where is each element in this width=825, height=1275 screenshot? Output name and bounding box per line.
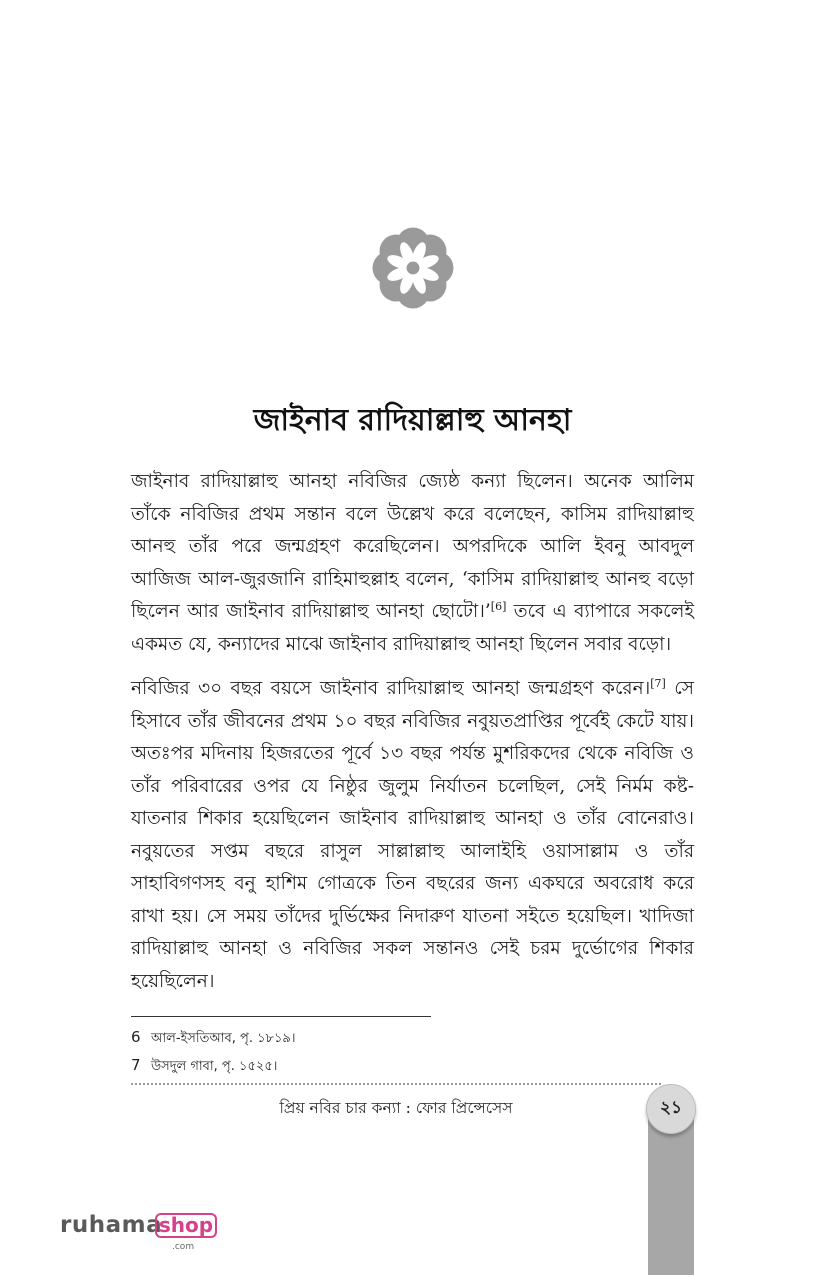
watermark-logo xyxy=(60,1211,230,1261)
body-text xyxy=(131,466,694,1010)
paragraph: জাইনাব রাদিয়াল্লাহু আনহা নবিজির জ্যেষ্ঠ কন্যা ছিলেন। অনেক আলিম তাঁকে নবিজির প্রথম সন্তান বলে উল্লেখ করে বলেছেন, কাসিম রাদিয়াল্লাহু আনহু তাঁর পরে জন্মগ্রহণ করেছিলেন। অপরদিকে আলি ইবনু আবদুল আজিজ আল-জুরজানি রাহিমাহুল্লাহ বলেন, ‘কাসিম রাদিয়াল্লাহু আনহু বড়ো ছিলেন আর জাইনাব রাদিয়াল্লাহু আনহা ছোটো।’[6] তবে এ ব্যাপারে সকলেই একমত যে, কন্যাদের মাঝে জাইনাব রাদিয়াল্লাহু আনহা ছিলেন সবার বড়ো। xyxy=(131,471,694,655)
footnote-divider xyxy=(131,1016,431,1017)
footnote-item: 6 আল-ইসতিআব, পৃ. ১৮১৯। xyxy=(131,1028,296,1046)
logo-brand: ruhama xyxy=(60,1212,163,1238)
paragraph: নবিজির ৩০ বছর বয়সে জাইনাব রাদিয়াল্লাহু আনহা জন্মগ্রহণ করেন।[7] সে হিসাবে তাঁর জীবনের প্রথম ১০ বছর নবিজির নবুয়তপ্রাপ্তির পূর্বেই কেটে যায়। অতঃপর মদিনায় হিজরতের পূর্বে ১৩ বছর পর্যন্ত মুশরিকদের থেকে নবিজি ও তাঁর পরিবারের ওপর যে নিষ্ঠুর জুলুম নির্যাতন চলেছিল, সেই নির্মম কষ্ট-যাতনার শিকার হয়েছিলেন জাইনাব রাদিয়াল্লাহু আনহা ও তাঁর বোনেরাও। নবুয়তের সপ্তম বছরে রাসুল সাল্লাল্লাহু আলাইহি ওয়াসাল্লাম ও তাঁর সাহাবিগণসহ বনু হাশিম গোত্রকে তিন বছরের জন্য একঘরে অবরোধ করে রাখা হয়। সে সময় তাঁদের দুর্ভিক্ষের নিদারুণ যাতনা সইতে হয়েছিল। খাদিজা রাদিয়াল্লাহু আনহা ও নবিজির সকল সন্তানও সেই চরম দুর্ভোগের শিকার হয়েছিলেন। xyxy=(131,676,694,992)
logo-domain: .com xyxy=(172,1242,195,1252)
footnote-item: 7 উসদুল গাবা, পৃ. ১৫২৫। xyxy=(131,1056,278,1074)
running-footer: প্রিয় নবির চার কন্যা : ফোর প্রিন্সেসেস xyxy=(279,1099,513,1117)
flower-ornament-icon xyxy=(367,222,459,314)
footnotes xyxy=(131,1024,631,1080)
chapter-title: জাইনাব রাদিয়াল্লাহু আনহা xyxy=(253,403,572,438)
logo-shop-badge: shop xyxy=(155,1213,217,1238)
footnote-ref[interactable]: [7] xyxy=(650,676,666,690)
footer-divider xyxy=(131,1083,661,1085)
footnote-ref[interactable]: [6] xyxy=(490,599,507,613)
page-number: ২১ xyxy=(646,1084,696,1134)
